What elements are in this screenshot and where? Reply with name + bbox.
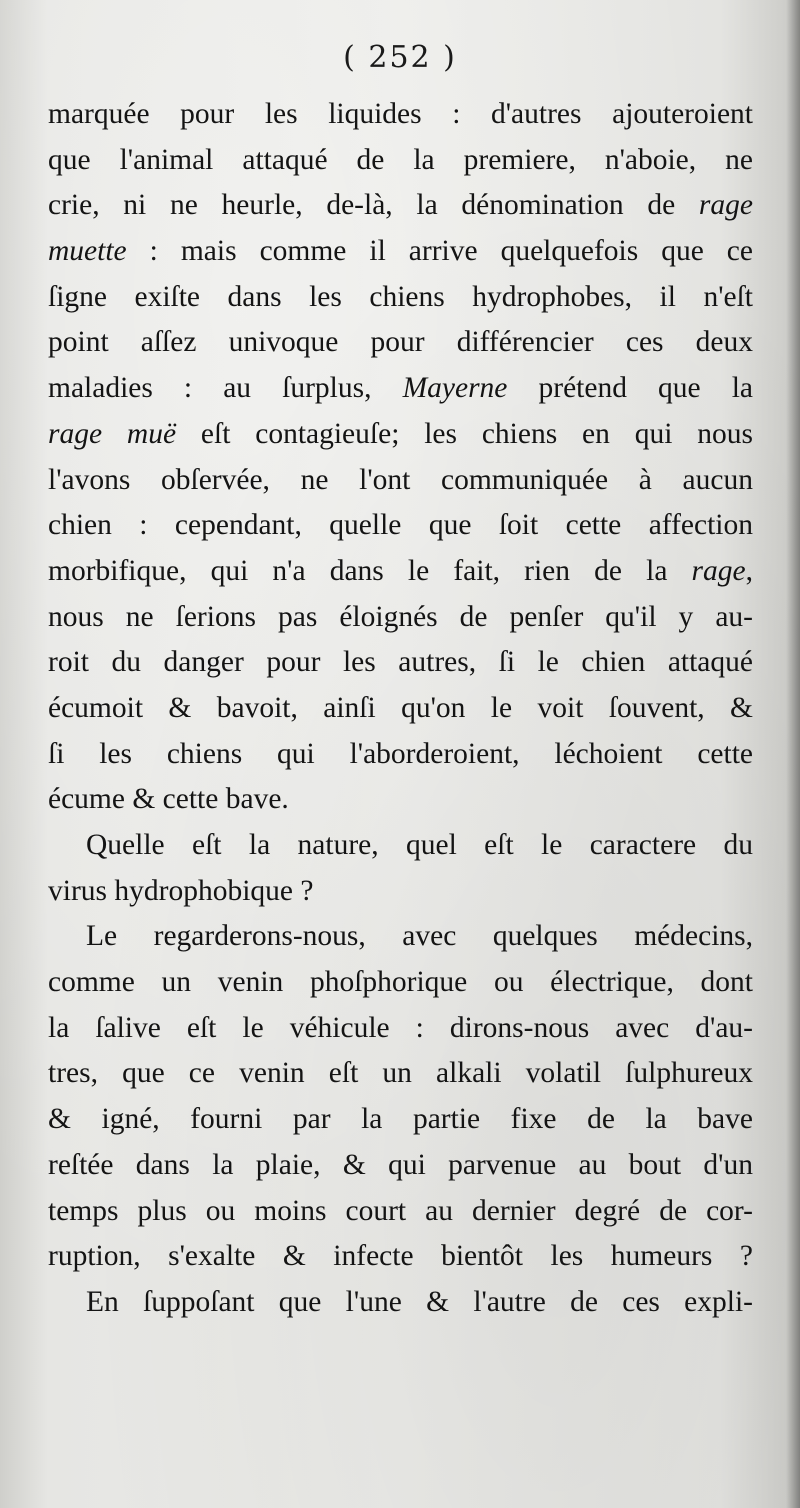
italic-run: rage xyxy=(691,554,746,587)
text-run: comme un venin phoſphorique ou électrique, dont xyxy=(48,966,753,999)
italic-run: rage xyxy=(698,189,753,222)
text-line xyxy=(48,823,753,869)
text-run: roit du danger pour les autres, ſi le chien attaqué xyxy=(48,646,753,679)
text-line xyxy=(48,549,753,595)
italic-run: muette xyxy=(48,235,127,268)
text-line xyxy=(48,914,753,960)
text-line xyxy=(48,458,753,504)
text-line xyxy=(48,640,753,686)
text-line xyxy=(48,1234,753,1280)
page-number: ( 252 ) xyxy=(343,40,457,75)
text-run: ſigne exiſte dans les chiens hydrophobes, il n'eſt xyxy=(48,280,753,313)
text-line xyxy=(48,320,753,366)
text-line xyxy=(48,869,753,915)
text-run: eſt contagieuſe; les chiens en qui nous xyxy=(176,417,753,450)
text-line xyxy=(48,960,753,1006)
text-run: , xyxy=(745,554,753,587)
text-run: ruption, s'exalte & infecte bientôt les humeurs ? xyxy=(48,1240,753,1273)
body-text xyxy=(48,92,753,1326)
text-run: ſi les chiens qui l'aborderoient, léchoient cette xyxy=(48,737,753,770)
text-line xyxy=(48,183,753,229)
text-run: la ſalive eſt le véhicule : dirons-nous avec d'au- xyxy=(48,1011,753,1044)
text-run: nous ne ſerions pas éloignés de penſer qu'il y au- xyxy=(48,600,753,633)
text-line xyxy=(48,595,753,641)
text-line xyxy=(48,138,753,184)
text-run: tres, que ce venin eſt un alkali volatil ſulphureux xyxy=(48,1057,753,1090)
text-line xyxy=(48,229,753,275)
text-run: marquée pour les liquides : d'autres ajouteroient xyxy=(48,98,753,130)
text-line xyxy=(48,686,753,732)
text-run: crie, ni ne heurle, de-là, la dénomination de xyxy=(48,189,699,222)
text-line xyxy=(48,1097,753,1143)
text-run: En ſuppoſant que l'une & l'autre de ces expli- xyxy=(86,1285,753,1318)
text-run: Le regarderons-nous, avec quelques médecins, xyxy=(86,920,753,953)
text-line xyxy=(48,1143,753,1189)
text-run: reſtée dans la plaie, & qui parvenue au bout d'un xyxy=(48,1148,753,1181)
text-line xyxy=(48,503,753,549)
text-run: virus hydrophobique ? xyxy=(48,874,314,907)
text-run: écume & cette bave. xyxy=(48,783,289,816)
italic-run: Mayerne xyxy=(402,372,508,405)
text-run: morbifique, qui n'a dans le fait, rien de la xyxy=(48,554,692,587)
text-run: écumoit & bavoit, ainſi qu'on le voit ſouvent, & xyxy=(48,691,753,724)
text-run: que l'animal attaqué de la premiere, n'aboie, ne xyxy=(48,143,753,176)
text-line xyxy=(48,1280,753,1326)
text-run: maladies : au ſurplus, xyxy=(48,372,403,405)
text-run: & igné, fourni par la partie fixe de la bave xyxy=(48,1103,753,1136)
text-line xyxy=(48,1006,753,1052)
text-run: temps plus ou moins court au dernier degré de cor- xyxy=(48,1194,753,1227)
text-run: point aſſez univoque pour différencier ces deux xyxy=(48,326,753,359)
text-line xyxy=(48,412,753,458)
text-line xyxy=(48,777,753,823)
text-run: Quelle eſt la nature, quel eſt le caractere du xyxy=(86,829,753,861)
text-line xyxy=(48,1189,753,1235)
text-run: prétend que la xyxy=(507,372,754,405)
text-run: chien : cependant, quelle que ſoit cette affection xyxy=(48,509,753,542)
italic-run: rage muë xyxy=(48,417,177,450)
text-run: l'avons obſervée, ne l'ont communiquée à aucun xyxy=(48,463,753,496)
text-line xyxy=(48,1051,753,1097)
text-line xyxy=(48,732,753,778)
text-line xyxy=(48,275,753,321)
text-line xyxy=(48,92,753,138)
page-edge-shadow xyxy=(786,0,800,1508)
text-run: : mais comme il arrive quelquefois que ce xyxy=(126,235,753,268)
text-line xyxy=(48,366,753,412)
